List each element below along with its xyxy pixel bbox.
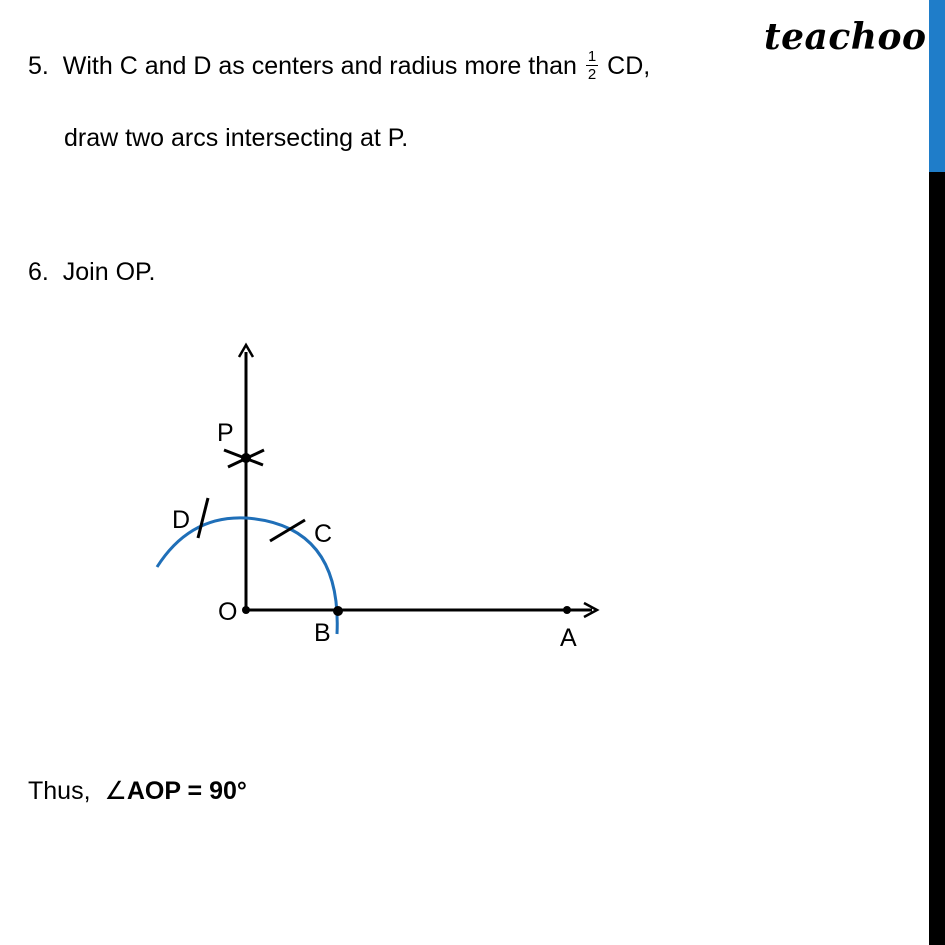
point-o	[242, 606, 250, 614]
teachoo-logo: teachoo	[764, 16, 927, 58]
step5-text-after: CD,	[607, 52, 651, 81]
label-a: A	[560, 624, 577, 652]
arc-mark-d	[198, 498, 208, 538]
point-p	[241, 453, 251, 463]
angle-symbol: ∠	[104, 777, 127, 805]
label-o: O	[218, 598, 238, 626]
conclusion-line	[28, 776, 247, 806]
fraction-denominator: 2	[587, 66, 597, 83]
step5-text-before: With C and D as centers and radius more than	[62, 52, 577, 81]
step5-number: 5.	[28, 52, 49, 81]
step6-text: Join OP.	[62, 258, 156, 286]
conclusion-prefix: Thus,	[28, 777, 91, 805]
point-b	[333, 606, 343, 616]
fraction-numerator: 1	[587, 48, 597, 65]
label-p: P	[217, 419, 234, 447]
step5-line2: draw two arcs intersecting at P.	[64, 124, 409, 152]
point-a	[563, 606, 571, 614]
step6-number: 6.	[28, 258, 49, 286]
label-b: B	[314, 619, 331, 647]
conclusion-result: AOP = 90°	[126, 777, 247, 805]
label-c: C	[314, 520, 333, 548]
label-d: D	[172, 506, 191, 534]
